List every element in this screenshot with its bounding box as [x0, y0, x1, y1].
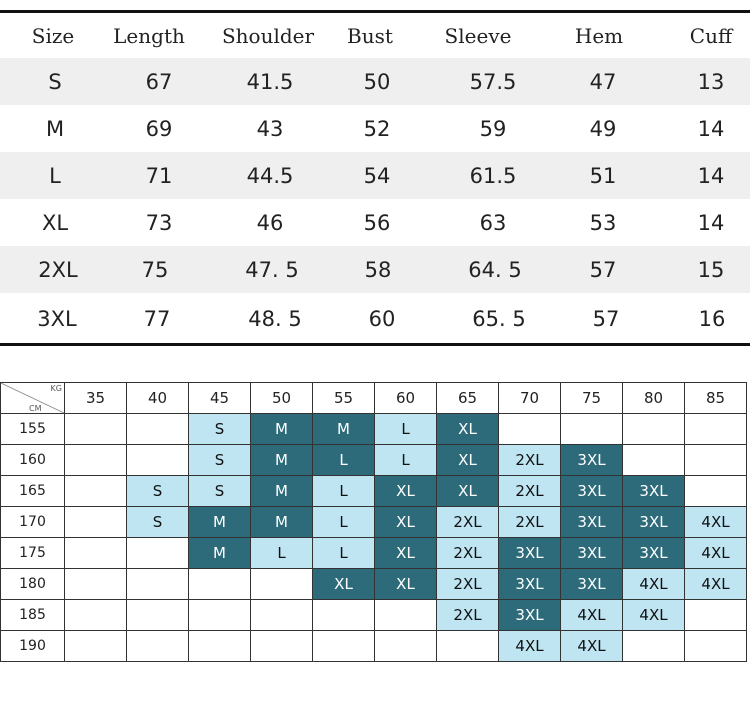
size-row-2xl — [0, 246, 750, 293]
cell-size: M — [45, 116, 65, 141]
height-label: 160 — [1, 445, 65, 476]
cell-sleeve: 63 — [479, 210, 507, 235]
grid-row — [1, 476, 747, 507]
grid-cell: 4XL — [499, 631, 561, 662]
weight-header: 45 — [189, 383, 251, 414]
cell-sleeve: 65. 5 — [472, 307, 526, 331]
grid-cell — [375, 600, 437, 631]
cell-size: 2XL — [38, 257, 78, 282]
grid-cell: 4XL — [685, 538, 747, 569]
grid-cell: 2XL — [437, 538, 499, 569]
grid-cell: 3XL — [623, 507, 685, 538]
grid-cell — [65, 414, 127, 445]
grid-cell: S — [189, 476, 251, 507]
height-label: 165 — [1, 476, 65, 507]
grid-cell — [189, 631, 251, 662]
grid-row — [1, 414, 747, 445]
cell-bust: 50 — [363, 69, 391, 94]
cell-size: S — [48, 69, 62, 94]
grid-cell: XL — [375, 569, 437, 600]
grid-cell: 4XL — [685, 507, 747, 538]
cell-sleeve: 64. 5 — [468, 257, 522, 282]
grid-cell: 3XL — [623, 538, 685, 569]
weight-header: 80 — [623, 383, 685, 414]
height-label: 180 — [1, 569, 65, 600]
cell-shoulder: 47. 5 — [245, 257, 299, 282]
cell-hem: 49 — [589, 116, 617, 141]
cell-shoulder: 43 — [256, 116, 284, 141]
grid-cell — [251, 600, 313, 631]
grid-cell: 4XL — [561, 600, 623, 631]
grid-cell: 2XL — [499, 476, 561, 507]
grid-cell: L — [375, 445, 437, 476]
top-rule — [0, 10, 750, 13]
grid-cell — [375, 631, 437, 662]
grid-cell: 3XL — [561, 476, 623, 507]
grid-cell: 2XL — [437, 569, 499, 600]
grid-cell: L — [313, 507, 375, 538]
grid-cell: XL — [437, 445, 499, 476]
grid-cell: M — [189, 538, 251, 569]
weight-header: 55 — [313, 383, 375, 414]
grid-cell: XL — [375, 507, 437, 538]
cell-sleeve: 59 — [479, 116, 507, 141]
grid-cell: XL — [375, 476, 437, 507]
grid-row — [1, 600, 747, 631]
header-shoulder: Shoulder — [221, 24, 315, 48]
cell-hem: 53 — [589, 210, 617, 235]
grid-cell: M — [251, 414, 313, 445]
weight-header: 70 — [499, 383, 561, 414]
grid-cell — [251, 631, 313, 662]
grid-cell: L — [375, 414, 437, 445]
grid-cell: 3XL — [499, 600, 561, 631]
grid-cell: 3XL — [561, 445, 623, 476]
cell-hem: 57 — [589, 257, 617, 282]
cell-cuff: 14 — [697, 116, 725, 141]
grid-cell: 4XL — [623, 569, 685, 600]
grid-cell — [65, 538, 127, 569]
grid-cell: M — [251, 445, 313, 476]
grid-cell — [127, 414, 189, 445]
grid-cell — [65, 476, 127, 507]
grid-cell: L — [313, 445, 375, 476]
grid-cell — [313, 631, 375, 662]
grid-cell: 2XL — [499, 507, 561, 538]
cell-bust: 54 — [363, 163, 391, 188]
grid-cell: L — [313, 476, 375, 507]
cell-bust: 52 — [363, 116, 391, 141]
cell-shoulder: 46 — [256, 210, 284, 235]
grid-cell: S — [127, 507, 189, 538]
header-length: Length — [113, 24, 185, 48]
header-sleeve: Sleeve — [444, 24, 512, 48]
cell-length: 69 — [145, 116, 173, 141]
cell-bust: 56 — [363, 210, 391, 235]
grid-cell — [127, 631, 189, 662]
grid-cell: 3XL — [623, 476, 685, 507]
weight-header: 50 — [251, 383, 313, 414]
size-row-m — [0, 105, 750, 152]
size-table-header — [0, 14, 750, 58]
grid-cell — [685, 414, 747, 445]
corner-kg-label: KG — [50, 384, 62, 393]
grid-cell — [127, 538, 189, 569]
height-label: 190 — [1, 631, 65, 662]
cell-hem: 57 — [592, 307, 620, 331]
grid-cell — [623, 414, 685, 445]
cell-cuff: 16 — [698, 307, 726, 331]
grid-cell — [685, 631, 747, 662]
cell-cuff: 14 — [697, 210, 725, 235]
grid-cell: 3XL — [561, 538, 623, 569]
grid-cell — [685, 445, 747, 476]
grid-cell: XL — [437, 476, 499, 507]
grid-cell — [685, 600, 747, 631]
grid-cell — [189, 600, 251, 631]
weight-header: 40 — [127, 383, 189, 414]
header-cuff: Cuff — [689, 24, 733, 48]
grid-cell — [251, 569, 313, 600]
grid-cell: S — [127, 476, 189, 507]
height-label: 185 — [1, 600, 65, 631]
grid-corner — [1, 383, 65, 414]
grid-cell — [313, 600, 375, 631]
grid-cell — [499, 414, 561, 445]
grid-row — [1, 569, 747, 600]
weight-header: 60 — [375, 383, 437, 414]
cell-length: 75 — [141, 257, 169, 282]
size-measurement-table — [0, 14, 750, 345]
size-row-l — [0, 152, 750, 199]
cell-sleeve: 57.5 — [469, 69, 517, 94]
grid-cell: S — [189, 445, 251, 476]
cell-cuff: 14 — [697, 163, 725, 188]
grid-cell — [65, 507, 127, 538]
grid-cell: 3XL — [499, 538, 561, 569]
grid-cell: 4XL — [561, 631, 623, 662]
grid-cell: 4XL — [685, 569, 747, 600]
grid-cell — [65, 600, 127, 631]
cell-shoulder: 41.5 — [246, 69, 294, 94]
grid-cell: M — [313, 414, 375, 445]
grid-cell — [561, 414, 623, 445]
cell-size: L — [49, 163, 61, 188]
grid-cell — [127, 600, 189, 631]
grid-cell: S — [189, 414, 251, 445]
grid-cell: 2XL — [499, 445, 561, 476]
cell-length: 77 — [143, 307, 171, 331]
size-row-xl — [0, 199, 750, 246]
grid-cell — [189, 569, 251, 600]
grid-cell — [65, 445, 127, 476]
cell-bust: 58 — [364, 257, 392, 282]
grid-cell: L — [313, 538, 375, 569]
cell-size: 3XL — [37, 307, 77, 331]
corner-cm-label: CM — [29, 404, 42, 413]
grid-cell: M — [251, 507, 313, 538]
grid-cell — [685, 476, 747, 507]
size-row-3xl — [0, 293, 750, 345]
grid-row — [1, 631, 747, 662]
header-size: Size — [31, 24, 75, 48]
size-row-s — [0, 58, 750, 105]
cell-length: 71 — [145, 163, 173, 188]
cell-shoulder: 44.5 — [246, 163, 294, 188]
grid-cell: 4XL — [623, 600, 685, 631]
grid-cell: 2XL — [437, 600, 499, 631]
height-label: 175 — [1, 538, 65, 569]
grid-cell — [65, 569, 127, 600]
weight-header: 65 — [437, 383, 499, 414]
grid-row — [1, 445, 747, 476]
grid-cell — [127, 569, 189, 600]
bottom-rule — [0, 343, 750, 346]
grid-cell: XL — [313, 569, 375, 600]
cell-cuff: 15 — [697, 257, 725, 282]
size-recommendation-grid — [0, 382, 747, 662]
grid-cell — [127, 445, 189, 476]
grid-header-row — [1, 383, 747, 414]
grid-cell: 3XL — [499, 569, 561, 600]
cell-cuff: 13 — [697, 69, 725, 94]
grid-row — [1, 538, 747, 569]
weight-header: 85 — [685, 383, 747, 414]
grid-cell: XL — [437, 414, 499, 445]
cell-shoulder: 48. 5 — [248, 307, 302, 331]
cell-length: 67 — [145, 69, 173, 94]
grid-cell: M — [189, 507, 251, 538]
cell-hem: 51 — [589, 163, 617, 188]
cell-hem: 47 — [589, 69, 617, 94]
height-label: 155 — [1, 414, 65, 445]
header-bust: Bust — [347, 24, 393, 48]
grid-cell — [65, 631, 127, 662]
grid-cell — [623, 445, 685, 476]
grid-row — [1, 507, 747, 538]
grid-cell: M — [251, 476, 313, 507]
weight-header: 35 — [65, 383, 127, 414]
grid-cell: 3XL — [561, 507, 623, 538]
grid-cell: L — [251, 538, 313, 569]
weight-header: 75 — [561, 383, 623, 414]
cell-size: XL — [41, 210, 69, 235]
grid-cell: XL — [375, 538, 437, 569]
cell-bust: 60 — [368, 307, 396, 331]
grid-cell — [623, 631, 685, 662]
cell-length: 73 — [145, 210, 173, 235]
grid-cell: 3XL — [561, 569, 623, 600]
cell-sleeve: 61.5 — [469, 163, 517, 188]
height-label: 170 — [1, 507, 65, 538]
grid-cell — [437, 631, 499, 662]
header-hem: Hem — [574, 24, 624, 48]
grid-cell: 2XL — [437, 507, 499, 538]
